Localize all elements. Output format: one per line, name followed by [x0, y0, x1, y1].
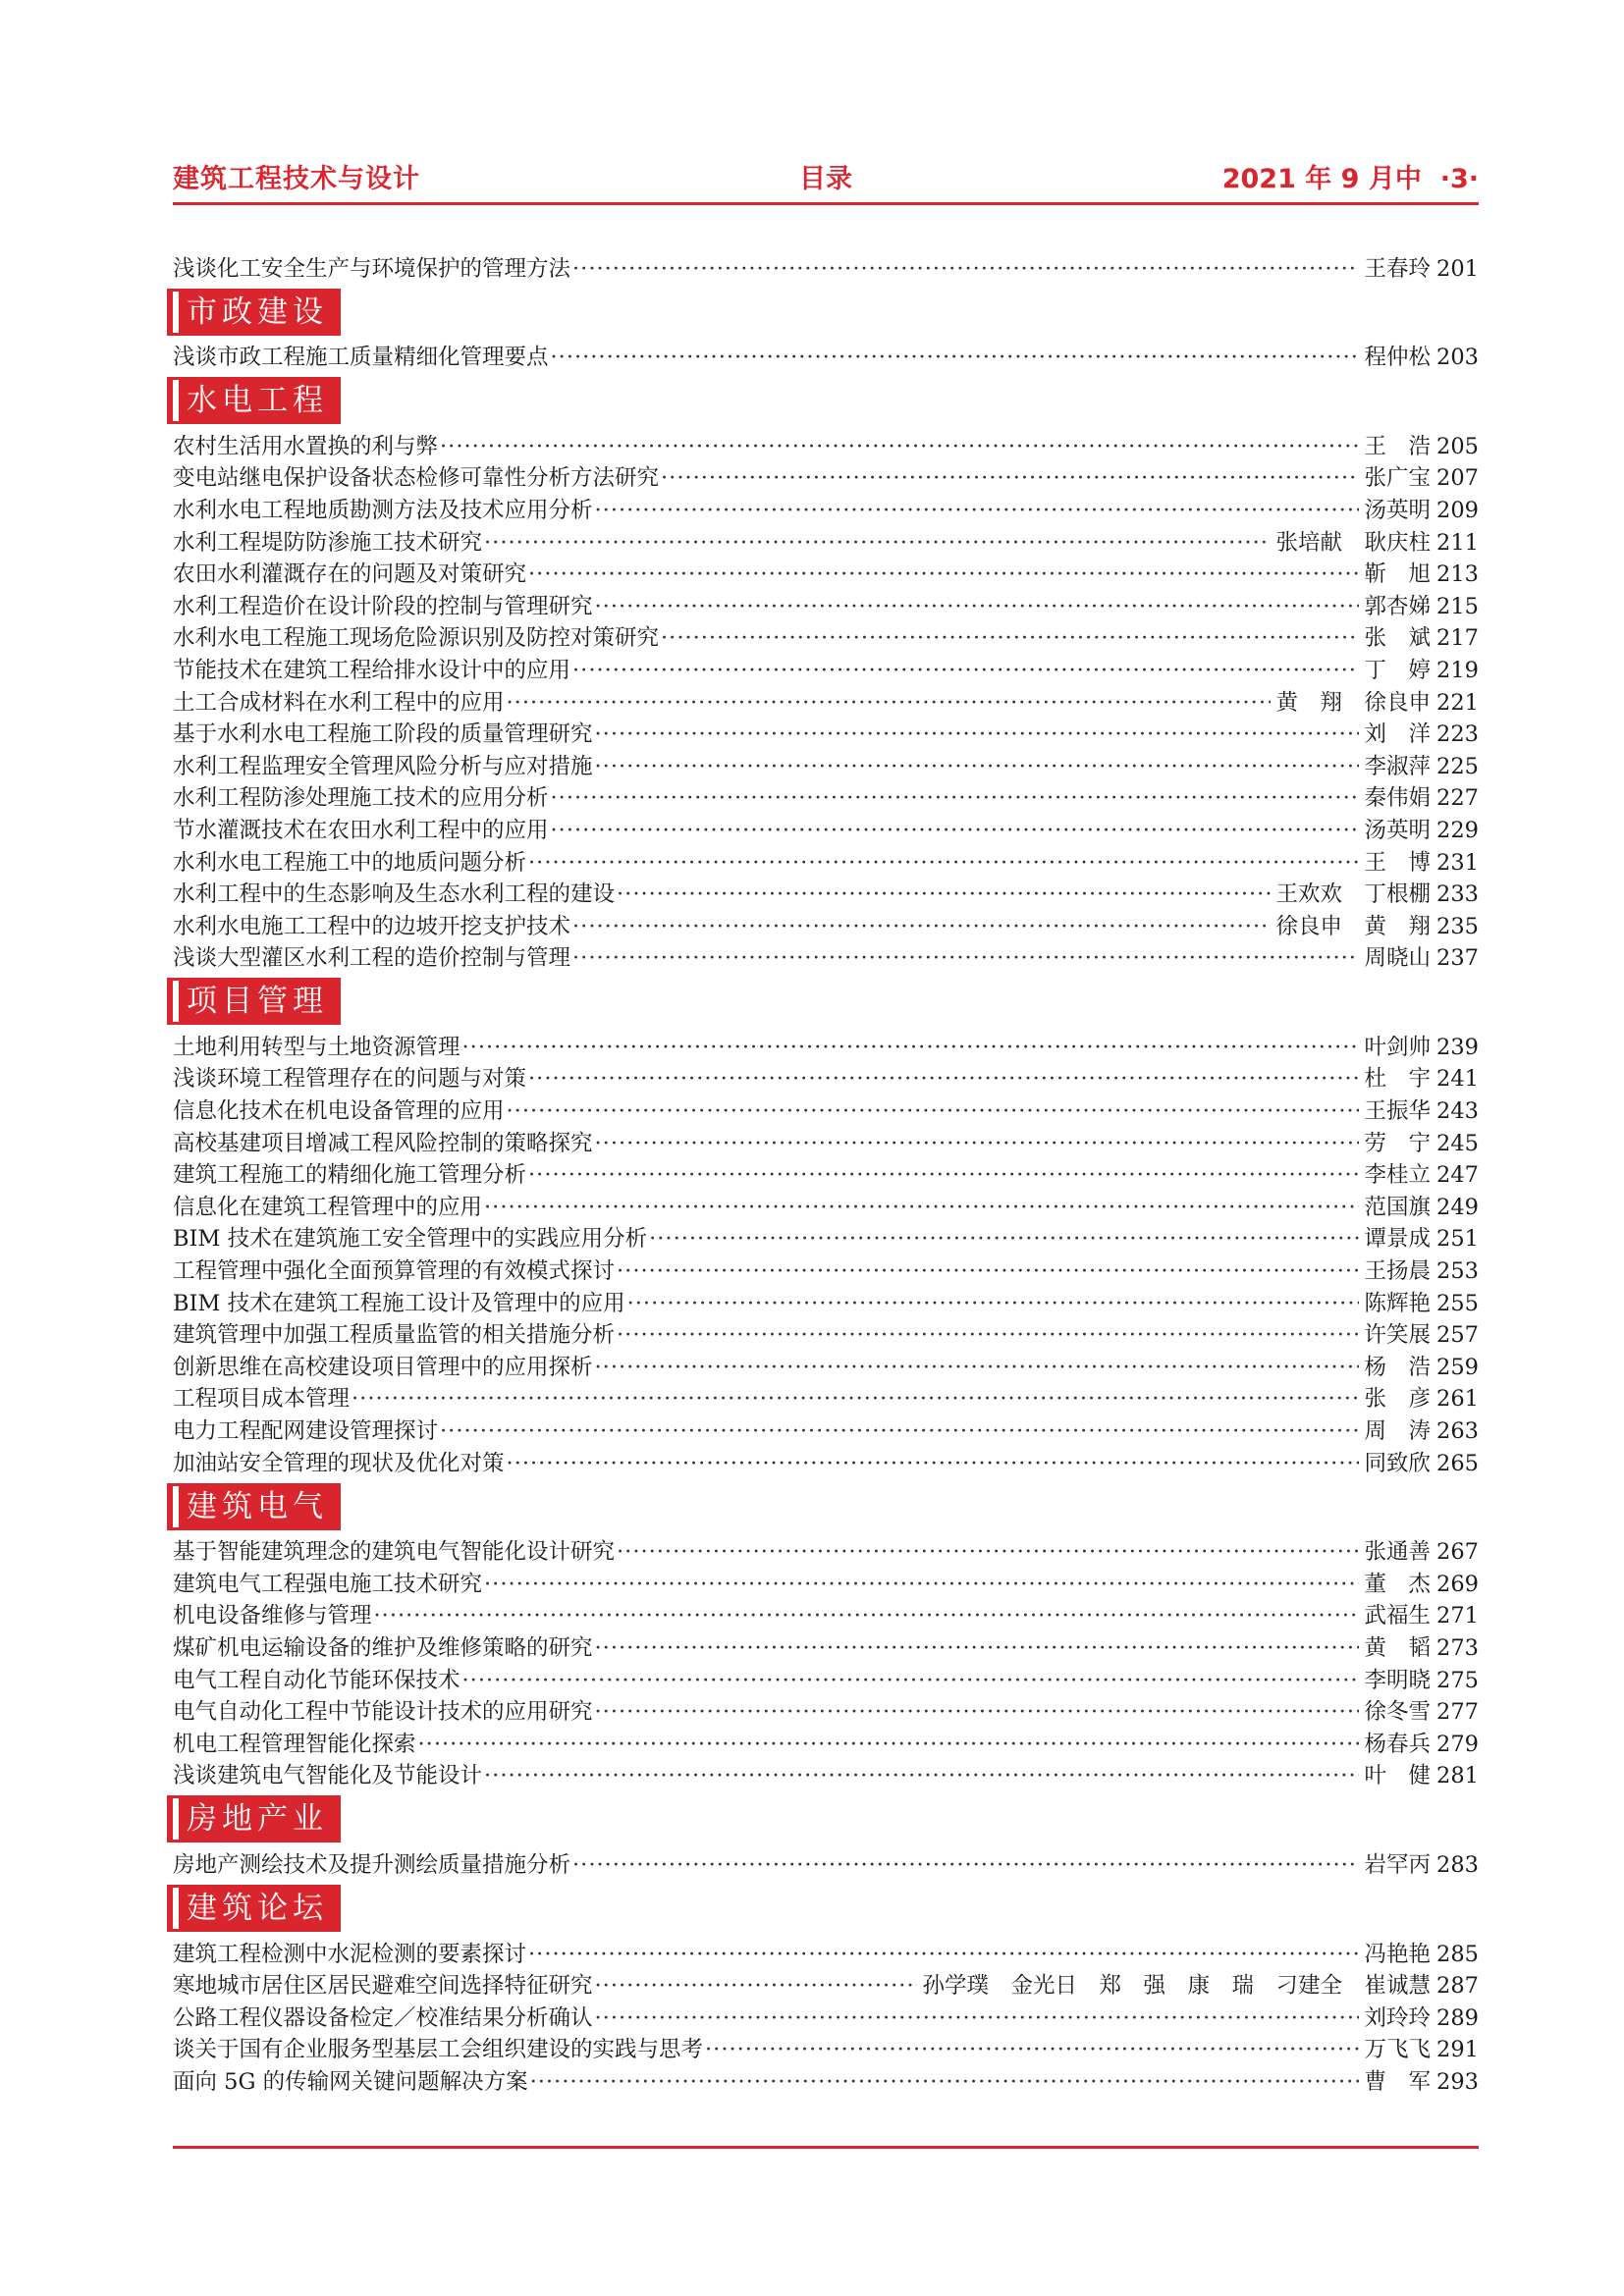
entry-author: 李明晓: [1364, 1667, 1432, 1693]
section-heading: [173, 1478, 1479, 1535]
entry-title: 电气工程自动化节能环保技术: [173, 1667, 460, 1693]
dot-leader: [484, 528, 1271, 558]
entry-page: 263: [1436, 1418, 1479, 1444]
section-label: 项目管理: [173, 981, 338, 1022]
toc-entry[interactable]: [173, 1286, 1479, 1318]
toc-entry[interactable]: [173, 1759, 1479, 1791]
entry-title: 面向 5G 的传输网关键问题解决方案: [173, 2068, 528, 2095]
entry-author: 杨春兵: [1364, 1731, 1432, 1757]
dot-leader: [507, 688, 1271, 718]
entry-author: 刘玲玲: [1364, 2004, 1432, 2031]
dot-leader: [595, 1129, 1359, 1158]
entry-title: 土工合成材料在水利工程中的应用: [173, 689, 505, 716]
section-heading: [173, 1880, 1479, 1937]
entry-title: 农田水利灌溉存在的问题及对策研究: [173, 561, 527, 588]
entry-page: 269: [1436, 1571, 1479, 1597]
entry-author: 秦伟娟: [1364, 785, 1432, 812]
entry-author: 陈辉艳: [1364, 1290, 1432, 1316]
dot-leader: [528, 1064, 1359, 1094]
toc-entry[interactable]: [173, 1446, 1479, 1478]
entry-title: 信息化在建筑工程管理中的应用: [173, 1194, 483, 1220]
entry-author: 张培献 耿庆柱: [1275, 529, 1432, 556]
dot-leader: [595, 2003, 1359, 2033]
dot-leader: [352, 1384, 1359, 1414]
toc-entry[interactable]: [173, 1382, 1479, 1415]
dot-leader: [462, 1666, 1359, 1695]
dot-leader: [530, 2067, 1359, 2097]
entry-author: 孙学璞 金光日 郑 强 康 瑞 刁建全 崔诚慧: [922, 1973, 1432, 2000]
entry-page: 227: [1436, 785, 1479, 812]
entry-author: 黄 韬: [1364, 1634, 1432, 1661]
entry-page: 265: [1436, 1450, 1479, 1476]
entry-page: 267: [1436, 1539, 1479, 1566]
dot-leader: [595, 752, 1359, 781]
toc-entry[interactable]: [173, 1126, 1479, 1158]
entry-title: 电力工程配网建设管理探讨: [173, 1418, 439, 1444]
entry-title: 水利水电施工工程中的边坡开挖支护技术: [173, 913, 571, 939]
toc-entry[interactable]: [173, 341, 1479, 373]
entry-title: 信息化技术在机电设备管理的应用: [173, 1098, 505, 1125]
entry-page: 229: [1436, 817, 1479, 843]
dot-leader: [418, 1730, 1359, 1759]
entry-author: 徐冬雪: [1364, 1699, 1432, 1726]
entry-author: 黄 翔 徐良申: [1275, 689, 1432, 716]
entry-page: 219: [1436, 657, 1479, 683]
dot-leader: [617, 1256, 1359, 1286]
entry-title: 机电设备维修与管理: [173, 1603, 372, 1629]
toc-entry[interactable]: [173, 1567, 1479, 1599]
toc-entry[interactable]: [173, 493, 1479, 525]
entry-author: 范国旗: [1364, 1194, 1432, 1220]
entry-author: 许笑展: [1364, 1322, 1432, 1349]
issue-date: 2021 年 9 月中: [1221, 164, 1422, 194]
entry-page: 251: [1436, 1226, 1479, 1253]
entry-page: 289: [1436, 2004, 1479, 2031]
dot-leader: [595, 1971, 917, 2001]
entry-page: 205: [1436, 433, 1479, 459]
section-label: 房地产业: [173, 1798, 338, 1840]
entry-page: 235: [1436, 913, 1479, 939]
toc-entry[interactable]: [173, 845, 1479, 878]
dot-leader: [595, 1633, 1359, 1663]
entry-title: 谈关于国有企业服务型基层工会组织建设的实践与思考: [173, 2037, 704, 2063]
entry-page: 279: [1436, 1731, 1479, 1757]
dot-leader: [572, 254, 1359, 284]
entry-page: 273: [1436, 1634, 1479, 1661]
entry-page: 223: [1436, 721, 1479, 748]
section-title: 目录: [799, 164, 852, 194]
toc-entry[interactable]: [173, 1190, 1479, 1222]
toc-entry[interactable]: [173, 589, 1479, 621]
entry-author: 王振华: [1364, 1098, 1432, 1125]
toc-entry[interactable]: [173, 1663, 1479, 1695]
toc-entry[interactable]: [173, 1937, 1479, 1969]
dot-leader: [595, 1353, 1359, 1382]
entry-title: 创新思维在高校建设项目管理中的应用探析: [173, 1354, 593, 1380]
entry-page: 281: [1436, 1763, 1479, 1789]
dot-leader: [617, 880, 1271, 909]
entry-author: 冯艳艳: [1364, 1941, 1432, 1967]
toc-entry[interactable]: [173, 749, 1479, 781]
toc-entry[interactable]: [173, 1630, 1479, 1663]
entry-title: 电气自动化工程中节能设计技术的应用研究: [173, 1699, 593, 1726]
dot-leader: [528, 560, 1359, 589]
dot-leader: [572, 656, 1359, 685]
entry-page: 245: [1436, 1130, 1479, 1156]
entry-author: 刘 洋: [1364, 721, 1432, 748]
entry-author: 李桂立: [1364, 1162, 1432, 1189]
entry-title: 水利工程造价在设计阶段的控制与管理研究: [173, 593, 593, 619]
entry-page: 271: [1436, 1603, 1479, 1629]
entry-title: 建筑管理中加强工程质量监管的相关措施分析: [173, 1322, 616, 1349]
entry-author: 程仲松: [1364, 345, 1432, 371]
entry-title: 工程管理中强化全面预算管理的有效模式探讨: [173, 1258, 616, 1285]
dot-leader: [617, 1320, 1359, 1350]
toc-entry[interactable]: [173, 558, 1479, 590]
entry-author: 张 彦: [1364, 1386, 1432, 1413]
entry-page: 257: [1436, 1322, 1479, 1349]
entry-author: 王 浩: [1364, 433, 1432, 459]
toc-entry[interactable]: [173, 2001, 1479, 2033]
toc-entry[interactable]: [173, 1727, 1479, 1759]
dot-leader: [661, 463, 1359, 493]
entry-author: 同致欣: [1364, 1450, 1432, 1476]
entry-title: 水利工程中的生态影响及生态水利工程的建设: [173, 881, 616, 908]
toc-entry[interactable]: [173, 653, 1479, 685]
toc-entry[interactable]: [173, 878, 1479, 910]
entry-title: 基于水利水电工程施工阶段的质量管理研究: [173, 721, 593, 748]
section-heading: [173, 1790, 1479, 1847]
entry-title: 农村生活用水置换的利与弊: [173, 433, 439, 459]
toc-entry[interactable]: [173, 461, 1479, 494]
toc-entry[interactable]: [173, 941, 1479, 974]
entry-title: 水利工程监理安全管理风险分析与应对措施: [173, 753, 593, 779]
entry-page: 241: [1436, 1066, 1479, 1093]
toc-entry[interactable]: [173, 1030, 1479, 1062]
entry-page: 233: [1436, 881, 1479, 908]
dot-leader: [440, 432, 1359, 461]
section-label: 建筑论坛: [173, 1888, 338, 1929]
section-label: 水电工程: [173, 380, 338, 421]
entry-page: 275: [1436, 1667, 1479, 1693]
entry-author: 张 斌: [1364, 625, 1432, 652]
entry-author: 杨 浩: [1364, 1354, 1432, 1380]
entry-author: 叶剑帅: [1364, 1034, 1432, 1060]
page-number: ·3·: [1439, 164, 1479, 194]
entry-page: 211: [1436, 529, 1479, 556]
entry-title: 机电工程管理智能化探索: [173, 1731, 416, 1757]
entry-page: 209: [1436, 497, 1479, 523]
entry-author: 郭杏娣: [1364, 593, 1432, 619]
dot-leader: [595, 720, 1359, 749]
entry-page: 221: [1436, 689, 1479, 716]
entry-author: 周 涛: [1364, 1418, 1432, 1444]
dot-leader: [528, 1940, 1359, 1969]
entry-author: 劳 宁: [1364, 1130, 1432, 1156]
toc-entry[interactable]: [173, 1847, 1479, 1880]
entry-page: 287: [1436, 1973, 1479, 2000]
dot-leader: [595, 496, 1359, 525]
entry-title: 水利工程堤防防渗施工技术研究: [173, 529, 483, 556]
entry-title: 浅谈化工安全生产与环境保护的管理方法: [173, 255, 571, 282]
entry-title: 高校基建项目增减工程风险控制的策略探究: [173, 1130, 593, 1156]
entry-author: 叶 健: [1364, 1763, 1432, 1789]
dot-leader: [572, 1850, 1359, 1880]
toc-entry[interactable]: [173, 1254, 1479, 1286]
entry-author: 杜 宇: [1364, 1066, 1432, 1093]
section-label: 建筑电气: [173, 1486, 338, 1527]
toc-entry[interactable]: [173, 2033, 1479, 2065]
entry-page: 217: [1436, 625, 1479, 652]
entry-title: BIM 技术在建筑工程施工设计及管理中的应用: [173, 1290, 625, 1316]
dot-leader: [440, 1416, 1359, 1446]
section-heading: [173, 973, 1479, 1030]
dot-leader: [484, 1193, 1359, 1222]
page-header: [173, 157, 1479, 200]
dot-leader: [528, 1160, 1359, 1190]
entry-author: 王扬晨: [1364, 1258, 1432, 1285]
entry-page: 285: [1436, 1941, 1479, 1967]
dot-leader: [661, 623, 1359, 653]
toc-entry[interactable]: [173, 429, 1479, 461]
dot-leader: [507, 1096, 1359, 1126]
entry-author: 周晓山: [1364, 945, 1432, 972]
dot-leader: [551, 343, 1359, 372]
toc-entry[interactable]: [173, 1158, 1479, 1191]
entry-title: 节水灌溉技术在农田水利工程中的应用: [173, 817, 549, 843]
entry-title: 浅谈环境工程管理存在的问题与对策: [173, 1066, 527, 1093]
entry-page: 249: [1436, 1194, 1479, 1220]
dot-leader: [528, 848, 1359, 878]
toc-entry[interactable]: [173, 1695, 1479, 1728]
entry-title: 浅谈大型灌区水利工程的造价控制与管理: [173, 945, 571, 972]
entry-title: 浅谈市政工程施工质量精细化管理要点: [173, 345, 549, 371]
dot-leader: [705, 2035, 1359, 2064]
dot-leader: [551, 783, 1359, 813]
entry-page: 259: [1436, 1354, 1479, 1380]
toc-entry[interactable]: [173, 781, 1479, 814]
header-rule: [173, 202, 1479, 205]
dot-leader: [551, 816, 1359, 845]
entry-title: 公路工程仪器设备检定／校准结果分析确认: [173, 2004, 593, 2031]
entry-author: 董 杰: [1364, 1571, 1432, 1597]
entry-author: 王 博: [1364, 849, 1432, 876]
dot-leader: [649, 1224, 1358, 1254]
entry-title: 煤矿机电运输设备的维护及维修策略的研究: [173, 1634, 593, 1661]
toc-entry[interactable]: [173, 1969, 1479, 2002]
entry-title: 基于智能建筑理念的建筑电气智能化设计研究: [173, 1539, 616, 1566]
entry-author: 曹 军: [1364, 2068, 1432, 2095]
entry-title: 水利工程防渗处理施工技术的应用分析: [173, 785, 549, 812]
entry-page: 215: [1436, 593, 1479, 619]
toc-entry[interactable]: [173, 718, 1479, 750]
toc-entry[interactable]: [173, 909, 1479, 941]
entry-author: 武福生: [1364, 1603, 1432, 1629]
entry-page: 239: [1436, 1034, 1479, 1060]
entry-author: 张广宝: [1364, 465, 1432, 492]
entry-author: 徐良申 黄 翔: [1275, 913, 1432, 939]
toc-entry[interactable]: [173, 1599, 1479, 1631]
entry-author: 丁 婷: [1364, 657, 1432, 683]
dot-leader: [462, 1033, 1359, 1062]
entry-page: 237: [1436, 945, 1479, 972]
dot-leader: [595, 1697, 1359, 1727]
entry-page: 225: [1436, 753, 1479, 779]
section-heading: [173, 372, 1479, 429]
entry-page: 231: [1436, 849, 1479, 876]
entry-page: 291: [1436, 2037, 1479, 2063]
entry-title: 寒地城市居住区居民避难空间选择特征研究: [173, 1973, 593, 2000]
entry-page: 201: [1436, 255, 1479, 282]
toc-entry[interactable]: [173, 1414, 1479, 1446]
dot-leader: [507, 1449, 1359, 1478]
toc-entry[interactable]: [173, 1062, 1479, 1095]
toc-entry[interactable]: [173, 813, 1479, 845]
entry-author: 汤英明: [1364, 817, 1432, 843]
entry-title: 水利水电工程地质勘测方法及技术应用分析: [173, 497, 593, 523]
table-of-contents: [173, 251, 1479, 2097]
entry-page: 247: [1436, 1162, 1479, 1189]
entry-title: 建筑工程施工的精细化施工管理分析: [173, 1162, 527, 1189]
entry-author: 谭景成: [1364, 1226, 1432, 1253]
dot-leader: [484, 1761, 1359, 1790]
dot-leader: [627, 1289, 1359, 1318]
dot-leader: [572, 912, 1271, 941]
dot-leader: [572, 943, 1359, 973]
toc-entry[interactable]: [173, 1094, 1479, 1126]
entry-title: 房地产测绘技术及提升测绘质量措施分析: [173, 1851, 571, 1878]
entry-author: 张通善: [1364, 1539, 1432, 1566]
dot-leader: [595, 592, 1359, 621]
entry-author: 万飞飞: [1364, 2037, 1432, 2063]
toc-entry[interactable]: [173, 251, 1479, 284]
entry-title: 加油站安全管理的现状及优化对策: [173, 1450, 505, 1476]
entry-title: 节能技术在建筑工程给排水设计中的应用: [173, 657, 571, 683]
entry-title: 变电站继电保护设备状态检修可靠性分析方法研究: [173, 465, 660, 492]
issue-and-page: [1222, 157, 1479, 195]
toc-entry[interactable]: [173, 1535, 1479, 1568]
toc-entry[interactable]: [173, 1350, 1479, 1382]
entry-page: 207: [1436, 465, 1479, 492]
entry-page: 277: [1436, 1699, 1479, 1726]
entry-title: 土地利用转型与土地资源管理: [173, 1034, 460, 1060]
journal-title: 建筑工程技术与设计: [173, 164, 420, 194]
entry-title: 建筑电气工程强电施工技术研究: [173, 1571, 483, 1597]
toc-entry[interactable]: [173, 621, 1479, 654]
toc-entry[interactable]: [173, 1222, 1479, 1255]
entry-page: 243: [1436, 1098, 1479, 1125]
section-heading: [173, 284, 1479, 341]
entry-author: 靳 旭: [1364, 561, 1432, 588]
toc-entry[interactable]: [173, 2064, 1479, 2097]
entry-author: 王欢欢 丁根棚: [1275, 881, 1432, 908]
entry-title: 水利水电工程施工现场危险源识别及防控对策研究: [173, 625, 660, 652]
toc-entry[interactable]: [173, 1318, 1479, 1351]
entry-title: 建筑工程检测中水泥检测的要素探讨: [173, 1941, 527, 1967]
dot-leader: [617, 1537, 1359, 1567]
entry-author: 岩罕丙: [1364, 1851, 1432, 1878]
entry-page: 261: [1436, 1386, 1479, 1413]
section-label: 市政建设: [173, 292, 338, 333]
footer-rule: [173, 2146, 1479, 2149]
entry-page: 255: [1436, 1290, 1479, 1316]
entry-page: 213: [1436, 561, 1479, 588]
entry-author: 李淑萍: [1364, 753, 1432, 779]
entry-page: 253: [1436, 1258, 1479, 1285]
entry-page: 293: [1436, 2068, 1479, 2095]
entry-author: 王春玲: [1364, 255, 1432, 282]
toc-entry[interactable]: [173, 525, 1479, 558]
entry-title: 浅谈建筑电气智能化及节能设计: [173, 1763, 483, 1789]
toc-entry[interactable]: [173, 685, 1479, 718]
entry-page: 203: [1436, 345, 1479, 371]
entry-page: 283: [1436, 1851, 1479, 1878]
entry-title: 水利水电工程施工中的地质问题分析: [173, 849, 527, 876]
entry-title: 工程项目成本管理: [173, 1386, 351, 1413]
dot-leader: [374, 1601, 1359, 1630]
dot-leader: [484, 1570, 1359, 1599]
entry-title: BIM 技术在建筑施工安全管理中的实践应用分析: [173, 1226, 648, 1253]
entry-author: 汤英明: [1364, 497, 1432, 523]
